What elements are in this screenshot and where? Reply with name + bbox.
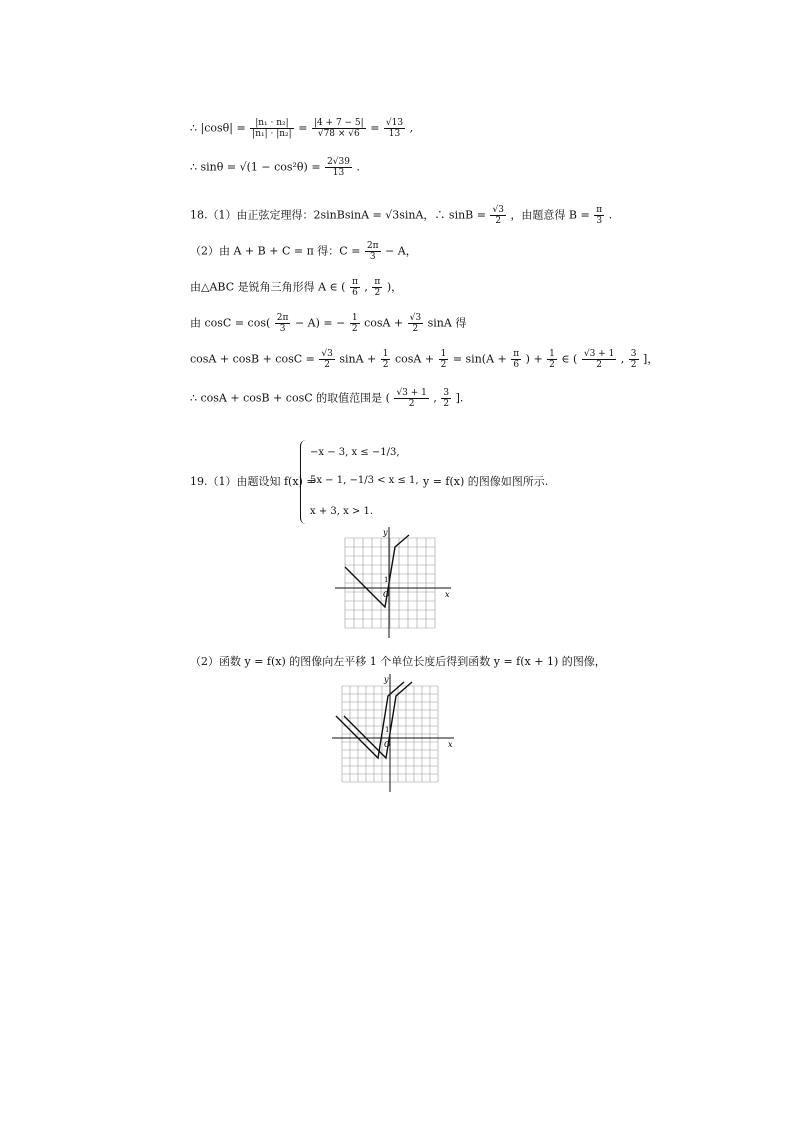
x-axis-label: x <box>445 590 450 599</box>
fraction <box>490 205 505 226</box>
f-graph-line <box>345 535 409 607</box>
q19-part2-line: （2）函数 y = f(x) 的图像向左平移 1 个单位长度后得到函数 y = f(x + 1) 的图像， <box>190 655 606 668</box>
text: . <box>356 160 360 174</box>
text: , <box>364 280 368 294</box>
sin-theta-line <box>190 157 360 178</box>
text: ∈ ( <box>561 352 578 366</box>
numerator: √3 + 1 <box>583 349 615 359</box>
numerator: 1 <box>549 349 555 359</box>
cos-c-line <box>190 313 466 334</box>
tick-label: 1 <box>385 726 390 734</box>
fraction <box>511 349 521 370</box>
denominator: 2 <box>382 360 389 370</box>
numerator: 2π <box>366 241 379 251</box>
numerator: π <box>374 277 381 287</box>
fraction <box>582 349 616 370</box>
cos-theta-line <box>190 118 413 139</box>
fraction <box>408 313 423 334</box>
denominator: 2 <box>408 399 415 409</box>
range-line <box>190 388 463 409</box>
fraction <box>629 349 639 370</box>
fraction <box>312 118 366 139</box>
denominator: 2 <box>596 360 602 370</box>
text: ]. <box>455 391 464 405</box>
q18-part1-line <box>190 205 612 226</box>
numerator: √13 <box>385 118 404 128</box>
graph-f-shifted <box>332 672 458 794</box>
fraction <box>394 388 428 409</box>
fraction <box>350 277 360 298</box>
text: , <box>620 352 625 366</box>
text: 由△ABC 是锐角三角形得 A ∈ ( <box>190 280 346 294</box>
denominator: 2 <box>412 324 419 334</box>
fraction <box>365 241 381 262</box>
fraction <box>319 349 334 370</box>
denominator: 2 <box>630 360 637 370</box>
q19-suffix: y = f(x) 的图像如图所示. <box>423 475 549 488</box>
fraction <box>275 313 291 334</box>
numerator: 2√39 <box>327 157 350 167</box>
denominator: 13 <box>332 168 345 178</box>
denominator: 3 <box>369 252 376 262</box>
sum-cos-line <box>190 349 658 370</box>
denominator: |n₁| · |n₂| <box>252 129 292 139</box>
origin-label: O <box>384 740 391 749</box>
q18-part2-line <box>190 241 417 262</box>
denominator: 2 <box>324 360 330 370</box>
denominator: 6 <box>513 360 520 370</box>
numerator: 1 <box>351 313 358 323</box>
x-axis-label: x <box>448 740 453 749</box>
denominator: 3 <box>279 324 286 334</box>
fraction <box>441 388 451 409</box>
fraction <box>547 349 557 370</box>
grid <box>345 538 435 628</box>
denominator: 2 <box>443 399 450 409</box>
f-graph-line <box>344 682 412 758</box>
denominator: 2 <box>374 288 381 298</box>
text: = <box>370 121 380 135</box>
acute-triangle-line <box>190 277 402 298</box>
fraction <box>250 118 294 139</box>
graph-f <box>335 525 455 640</box>
text: cosA + <box>394 352 435 366</box>
denominator: 2 <box>351 324 358 334</box>
numerator: π <box>596 205 603 215</box>
text: )， <box>386 280 403 294</box>
fraction <box>325 157 352 178</box>
text: , <box>409 121 414 135</box>
piecewise-case-3: x + 3, x > 1. <box>310 506 374 517</box>
text: sinA 得 <box>427 316 467 330</box>
y-axis-label: y <box>383 528 388 537</box>
text: 由 cosC = cos( <box>190 316 271 330</box>
text: ∴ |cosθ| = <box>190 121 246 135</box>
text: = <box>298 121 308 135</box>
y-axis-label: y <box>384 675 389 684</box>
f-shifted-graph-line <box>336 682 404 758</box>
numerator: 3 <box>630 349 637 359</box>
numerator: √3 <box>321 349 333 359</box>
text: cosA + cosB + cosC = <box>190 352 315 366</box>
numerator: √3 + 1 <box>396 388 427 398</box>
numerator: 1 <box>382 349 389 359</box>
text: − A， <box>385 244 417 258</box>
denominator: 2 <box>440 360 447 370</box>
numerator: |4 + 7 − 5| <box>313 118 364 128</box>
q19-prefix: 19.（1）由题设知 f(x) = <box>190 475 316 488</box>
origin-label: O <box>383 590 390 599</box>
numerator: |n₁ · n₂| <box>250 118 294 129</box>
text: − A) = − <box>294 316 346 330</box>
fraction <box>594 205 604 226</box>
numerator: 2π <box>276 313 289 323</box>
piecewise-case-2: 5x − 1, −1/3 < x ≤ 1, <box>310 475 419 486</box>
denominator: 2 <box>549 360 555 370</box>
text: sinA + <box>339 352 377 366</box>
text: . <box>608 208 613 222</box>
text: = sin(A + <box>452 352 507 366</box>
fraction <box>350 313 360 334</box>
denominator: 3 <box>596 216 603 226</box>
denominator: 13 <box>388 129 401 139</box>
fraction <box>372 277 382 298</box>
fraction <box>381 349 391 370</box>
fraction <box>384 118 405 139</box>
text: （2）由 A + B + C = π 得：C = <box>190 244 361 258</box>
text: ∴ cosA + cosB + cosC 的取值范围是 ( <box>190 391 390 405</box>
denominator: 6 <box>352 288 358 298</box>
denominator: 2 <box>495 216 502 226</box>
numerator: 1 <box>440 349 447 359</box>
denominator: √78 × √6 <box>317 129 360 139</box>
text: cosA + <box>364 316 404 330</box>
numerator: √3 <box>409 313 422 323</box>
numerator: π <box>513 349 520 359</box>
numerator: 3 <box>443 388 450 398</box>
tick-label: 1 <box>384 576 389 584</box>
piecewise-case-1: −x − 3, x ≤ −1/3, <box>310 447 400 458</box>
text: 18.（1）由正弦定理得：2sinBsinA = √3sinA，∴ sinB = <box>190 208 486 222</box>
text: ∴ sinθ = √(1 − cos²θ) = <box>190 160 321 174</box>
text: ，由题意得 B = <box>510 208 590 222</box>
numerator: π <box>351 277 358 287</box>
text: ) + <box>525 352 543 366</box>
text: ]， <box>643 352 659 366</box>
numerator: √3 <box>492 205 504 215</box>
fraction <box>439 349 449 370</box>
text: , <box>433 391 437 405</box>
